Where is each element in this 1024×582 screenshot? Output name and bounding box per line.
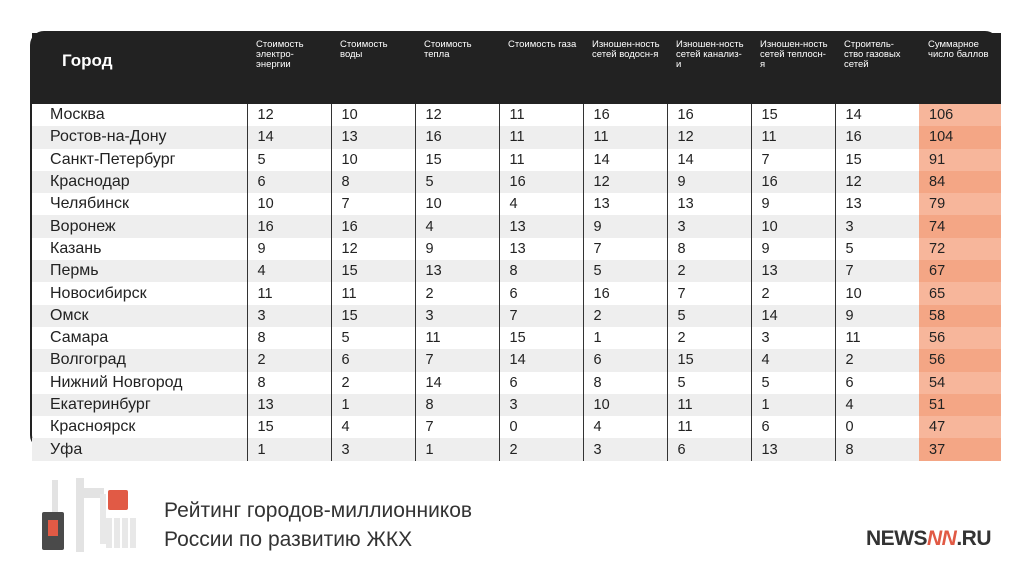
city-cell: Москва <box>50 106 105 124</box>
score-cell: 14 <box>751 305 835 327</box>
footer-title-line1: Рейтинг городов-миллионников <box>164 499 473 522</box>
total-score-cell: 67 <box>919 260 1001 282</box>
score-cell: 7 <box>415 349 499 371</box>
score-cell: 13 <box>331 126 415 148</box>
city-cell: Красноярск <box>50 418 136 436</box>
table-row <box>32 149 1001 171</box>
score-cell: 10 <box>247 193 331 215</box>
score-cell: 8 <box>499 260 583 282</box>
city-cell: Самара <box>50 329 109 347</box>
table-row <box>32 171 1001 193</box>
score-cell: 16 <box>247 215 331 237</box>
score-cell: 4 <box>751 349 835 371</box>
score-cell: 8 <box>331 171 415 193</box>
total-score-cell: 37 <box>919 438 1001 460</box>
score-cell: 6 <box>331 349 415 371</box>
score-cell: 6 <box>499 372 583 394</box>
score-cell: 15 <box>331 305 415 327</box>
city-cell: Нижний Новгород <box>50 373 183 391</box>
score-cell: 2 <box>583 305 667 327</box>
table-row <box>32 438 1001 460</box>
score-cell: 6 <box>835 372 919 394</box>
total-score-cell: 65 <box>919 282 1001 304</box>
score-cell: 10 <box>331 149 415 171</box>
score-cell: 1 <box>331 394 415 416</box>
score-cell: 0 <box>499 416 583 438</box>
score-cell: 15 <box>835 149 919 171</box>
table-row <box>32 215 1001 237</box>
score-cell: 16 <box>499 171 583 193</box>
score-cell: 13 <box>499 238 583 260</box>
score-cell: 10 <box>835 282 919 304</box>
header-electricity: Стоимость электро-энергии <box>247 33 331 104</box>
score-cell: 11 <box>751 126 835 148</box>
score-cell: 15 <box>751 104 835 126</box>
score-cell: 2 <box>331 372 415 394</box>
score-cell: 8 <box>247 327 331 349</box>
total-score-cell: 54 <box>919 372 1001 394</box>
score-cell: 11 <box>499 126 583 148</box>
score-cell: 5 <box>667 305 751 327</box>
score-cell: 4 <box>415 215 499 237</box>
score-cell: 16 <box>331 215 415 237</box>
score-cell: 14 <box>667 149 751 171</box>
table-row <box>32 193 1001 215</box>
score-cell: 16 <box>415 126 499 148</box>
score-cell: 11 <box>331 282 415 304</box>
header-city: Город <box>32 33 247 104</box>
rating-table <box>32 33 1001 461</box>
footer-title <box>164 496 472 554</box>
score-cell: 14 <box>415 372 499 394</box>
score-cell: 5 <box>835 238 919 260</box>
score-cell: 15 <box>247 416 331 438</box>
city-cell: Санкт-Петербург <box>50 150 176 168</box>
score-cell: 5 <box>583 260 667 282</box>
score-cell: 11 <box>835 327 919 349</box>
header-heat-wear: Изношен-ность сетей теплосн-я <box>751 33 835 104</box>
total-score-cell: 91 <box>919 149 1001 171</box>
table-row <box>32 126 1001 148</box>
score-cell: 12 <box>331 238 415 260</box>
score-cell: 4 <box>835 394 919 416</box>
score-cell: 3 <box>667 215 751 237</box>
score-cell: 6 <box>583 349 667 371</box>
score-cell: 2 <box>247 349 331 371</box>
score-cell: 0 <box>835 416 919 438</box>
score-cell: 6 <box>247 171 331 193</box>
score-cell: 11 <box>247 282 331 304</box>
score-cell: 3 <box>499 394 583 416</box>
score-cell: 2 <box>835 349 919 371</box>
score-cell: 4 <box>499 193 583 215</box>
score-cell: 8 <box>835 438 919 460</box>
table-row <box>32 282 1001 304</box>
total-score-cell: 74 <box>919 215 1001 237</box>
score-cell: 3 <box>835 215 919 237</box>
score-cell: 14 <box>835 104 919 126</box>
score-cell: 8 <box>247 372 331 394</box>
score-cell: 16 <box>667 104 751 126</box>
score-cell: 9 <box>247 238 331 260</box>
table-row <box>32 394 1001 416</box>
score-cell: 5 <box>751 372 835 394</box>
city-cell: Пермь <box>32 260 247 282</box>
total-score-cell: 56 <box>919 327 1001 349</box>
city-cell: Челябинск <box>50 195 129 213</box>
table-row <box>32 372 1001 394</box>
score-cell: 1 <box>583 327 667 349</box>
total-score-cell: 72 <box>919 238 1001 260</box>
score-cell: 7 <box>751 149 835 171</box>
score-cell: 13 <box>247 394 331 416</box>
header-gas-construction: Строитель-ство газовых сетей <box>835 33 919 104</box>
score-cell: 14 <box>247 126 331 148</box>
score-cell: 3 <box>331 438 415 460</box>
table-body <box>32 104 1001 461</box>
score-cell: 11 <box>583 126 667 148</box>
score-cell: 3 <box>247 305 331 327</box>
score-cell: 9 <box>751 238 835 260</box>
score-cell: 6 <box>751 416 835 438</box>
score-cell: 16 <box>583 104 667 126</box>
city-cell: Новосибирск <box>50 284 147 302</box>
score-cell: 2 <box>415 282 499 304</box>
header-water-wear: Изношен-ность сетей водосн-я <box>583 33 667 104</box>
score-cell: 13 <box>583 193 667 215</box>
score-cell: 12 <box>247 104 331 126</box>
score-cell: 15 <box>499 327 583 349</box>
city-cell: Волгоград <box>32 349 247 371</box>
total-score-cell: 106 <box>919 104 1001 126</box>
score-cell: 1 <box>751 394 835 416</box>
score-cell: 9 <box>583 215 667 237</box>
city-cell: Ростов-на-Дону <box>32 126 247 148</box>
score-cell: 2 <box>667 260 751 282</box>
newsnn-logo[interactable] <box>866 527 991 551</box>
city-cell: Уфа <box>32 438 247 460</box>
table-row <box>32 327 1001 349</box>
score-cell: 3 <box>751 327 835 349</box>
score-cell: 11 <box>667 416 751 438</box>
score-cell: 2 <box>667 327 751 349</box>
score-cell: 7 <box>835 260 919 282</box>
score-cell: 7 <box>667 282 751 304</box>
score-cell: 16 <box>583 282 667 304</box>
score-cell: 16 <box>751 171 835 193</box>
header-heat: Стоимость тепла <box>415 33 499 104</box>
score-cell: 12 <box>415 104 499 126</box>
table-row <box>32 104 1001 126</box>
score-cell: 15 <box>331 260 415 282</box>
table-row <box>32 349 1001 371</box>
score-cell: 5 <box>415 171 499 193</box>
city-cell: Казань <box>50 239 102 257</box>
score-cell: 7 <box>583 238 667 260</box>
city-cell: Воронеж <box>32 215 247 237</box>
score-cell: 5 <box>667 372 751 394</box>
score-cell: 10 <box>751 215 835 237</box>
city-cell: Омск <box>32 305 247 327</box>
score-cell: 6 <box>499 282 583 304</box>
score-cell: 5 <box>331 327 415 349</box>
score-cell: 13 <box>835 193 919 215</box>
logo-part-ru: .RU <box>956 527 992 550</box>
score-cell: 9 <box>751 193 835 215</box>
score-cell: 13 <box>667 193 751 215</box>
score-cell: 5 <box>247 149 331 171</box>
score-cell: 14 <box>583 149 667 171</box>
score-cell: 10 <box>583 394 667 416</box>
score-cell: 8 <box>583 372 667 394</box>
score-cell: 12 <box>583 171 667 193</box>
logo-part-news: NEWS <box>866 527 927 550</box>
score-cell: 4 <box>247 260 331 282</box>
score-cell: 1 <box>247 438 331 460</box>
score-cell: 4 <box>583 416 667 438</box>
score-cell: 15 <box>667 349 751 371</box>
logo-part-nn: NN <box>927 527 957 550</box>
total-score-cell: 58 <box>919 305 1001 327</box>
score-cell: 13 <box>751 438 835 460</box>
table-row <box>32 416 1001 438</box>
score-cell: 7 <box>415 416 499 438</box>
score-cell: 1 <box>415 438 499 460</box>
header-sewer-wear: Изношен-ность сетей канализ-и <box>667 33 751 104</box>
score-cell: 13 <box>751 260 835 282</box>
table-header-row <box>32 33 1001 104</box>
score-cell: 3 <box>583 438 667 460</box>
total-score-cell: 104 <box>919 126 1001 148</box>
score-cell: 10 <box>415 193 499 215</box>
table-row <box>32 260 1001 282</box>
score-cell: 12 <box>667 126 751 148</box>
score-cell: 6 <box>667 438 751 460</box>
score-cell: 9 <box>415 238 499 260</box>
score-cell: 8 <box>415 394 499 416</box>
header-total: Суммарное число баллов <box>919 33 1001 104</box>
table-row <box>32 238 1001 260</box>
total-score-cell: 47 <box>919 416 1001 438</box>
score-cell: 13 <box>499 215 583 237</box>
total-score-cell: 79 <box>919 193 1001 215</box>
score-cell: 12 <box>835 171 919 193</box>
footer-title-line2: России по развитию ЖКХ <box>164 528 413 551</box>
score-cell: 10 <box>331 104 415 126</box>
score-cell: 11 <box>667 394 751 416</box>
score-cell: 11 <box>415 327 499 349</box>
utilities-illustration-icon <box>38 474 148 556</box>
score-cell: 7 <box>331 193 415 215</box>
rating-table-container <box>30 31 999 458</box>
score-cell: 9 <box>835 305 919 327</box>
header-water: Стоимость воды <box>331 33 415 104</box>
city-cell: Краснодар <box>32 171 247 193</box>
score-cell: 3 <box>415 305 499 327</box>
score-cell: 15 <box>415 149 499 171</box>
total-score-cell: 84 <box>919 171 1001 193</box>
score-cell: 11 <box>499 149 583 171</box>
score-cell: 13 <box>415 260 499 282</box>
score-cell: 2 <box>751 282 835 304</box>
total-score-cell: 56 <box>919 349 1001 371</box>
score-cell: 16 <box>835 126 919 148</box>
city-cell: Екатеринбург <box>32 394 247 416</box>
total-score-cell: 51 <box>919 394 1001 416</box>
score-cell: 14 <box>499 349 583 371</box>
header-gas: Стоимость газа <box>499 33 583 104</box>
score-cell: 7 <box>499 305 583 327</box>
score-cell: 8 <box>667 238 751 260</box>
score-cell: 9 <box>667 171 751 193</box>
score-cell: 11 <box>499 104 583 126</box>
table-row <box>32 305 1001 327</box>
score-cell: 2 <box>499 438 583 460</box>
score-cell: 4 <box>331 416 415 438</box>
